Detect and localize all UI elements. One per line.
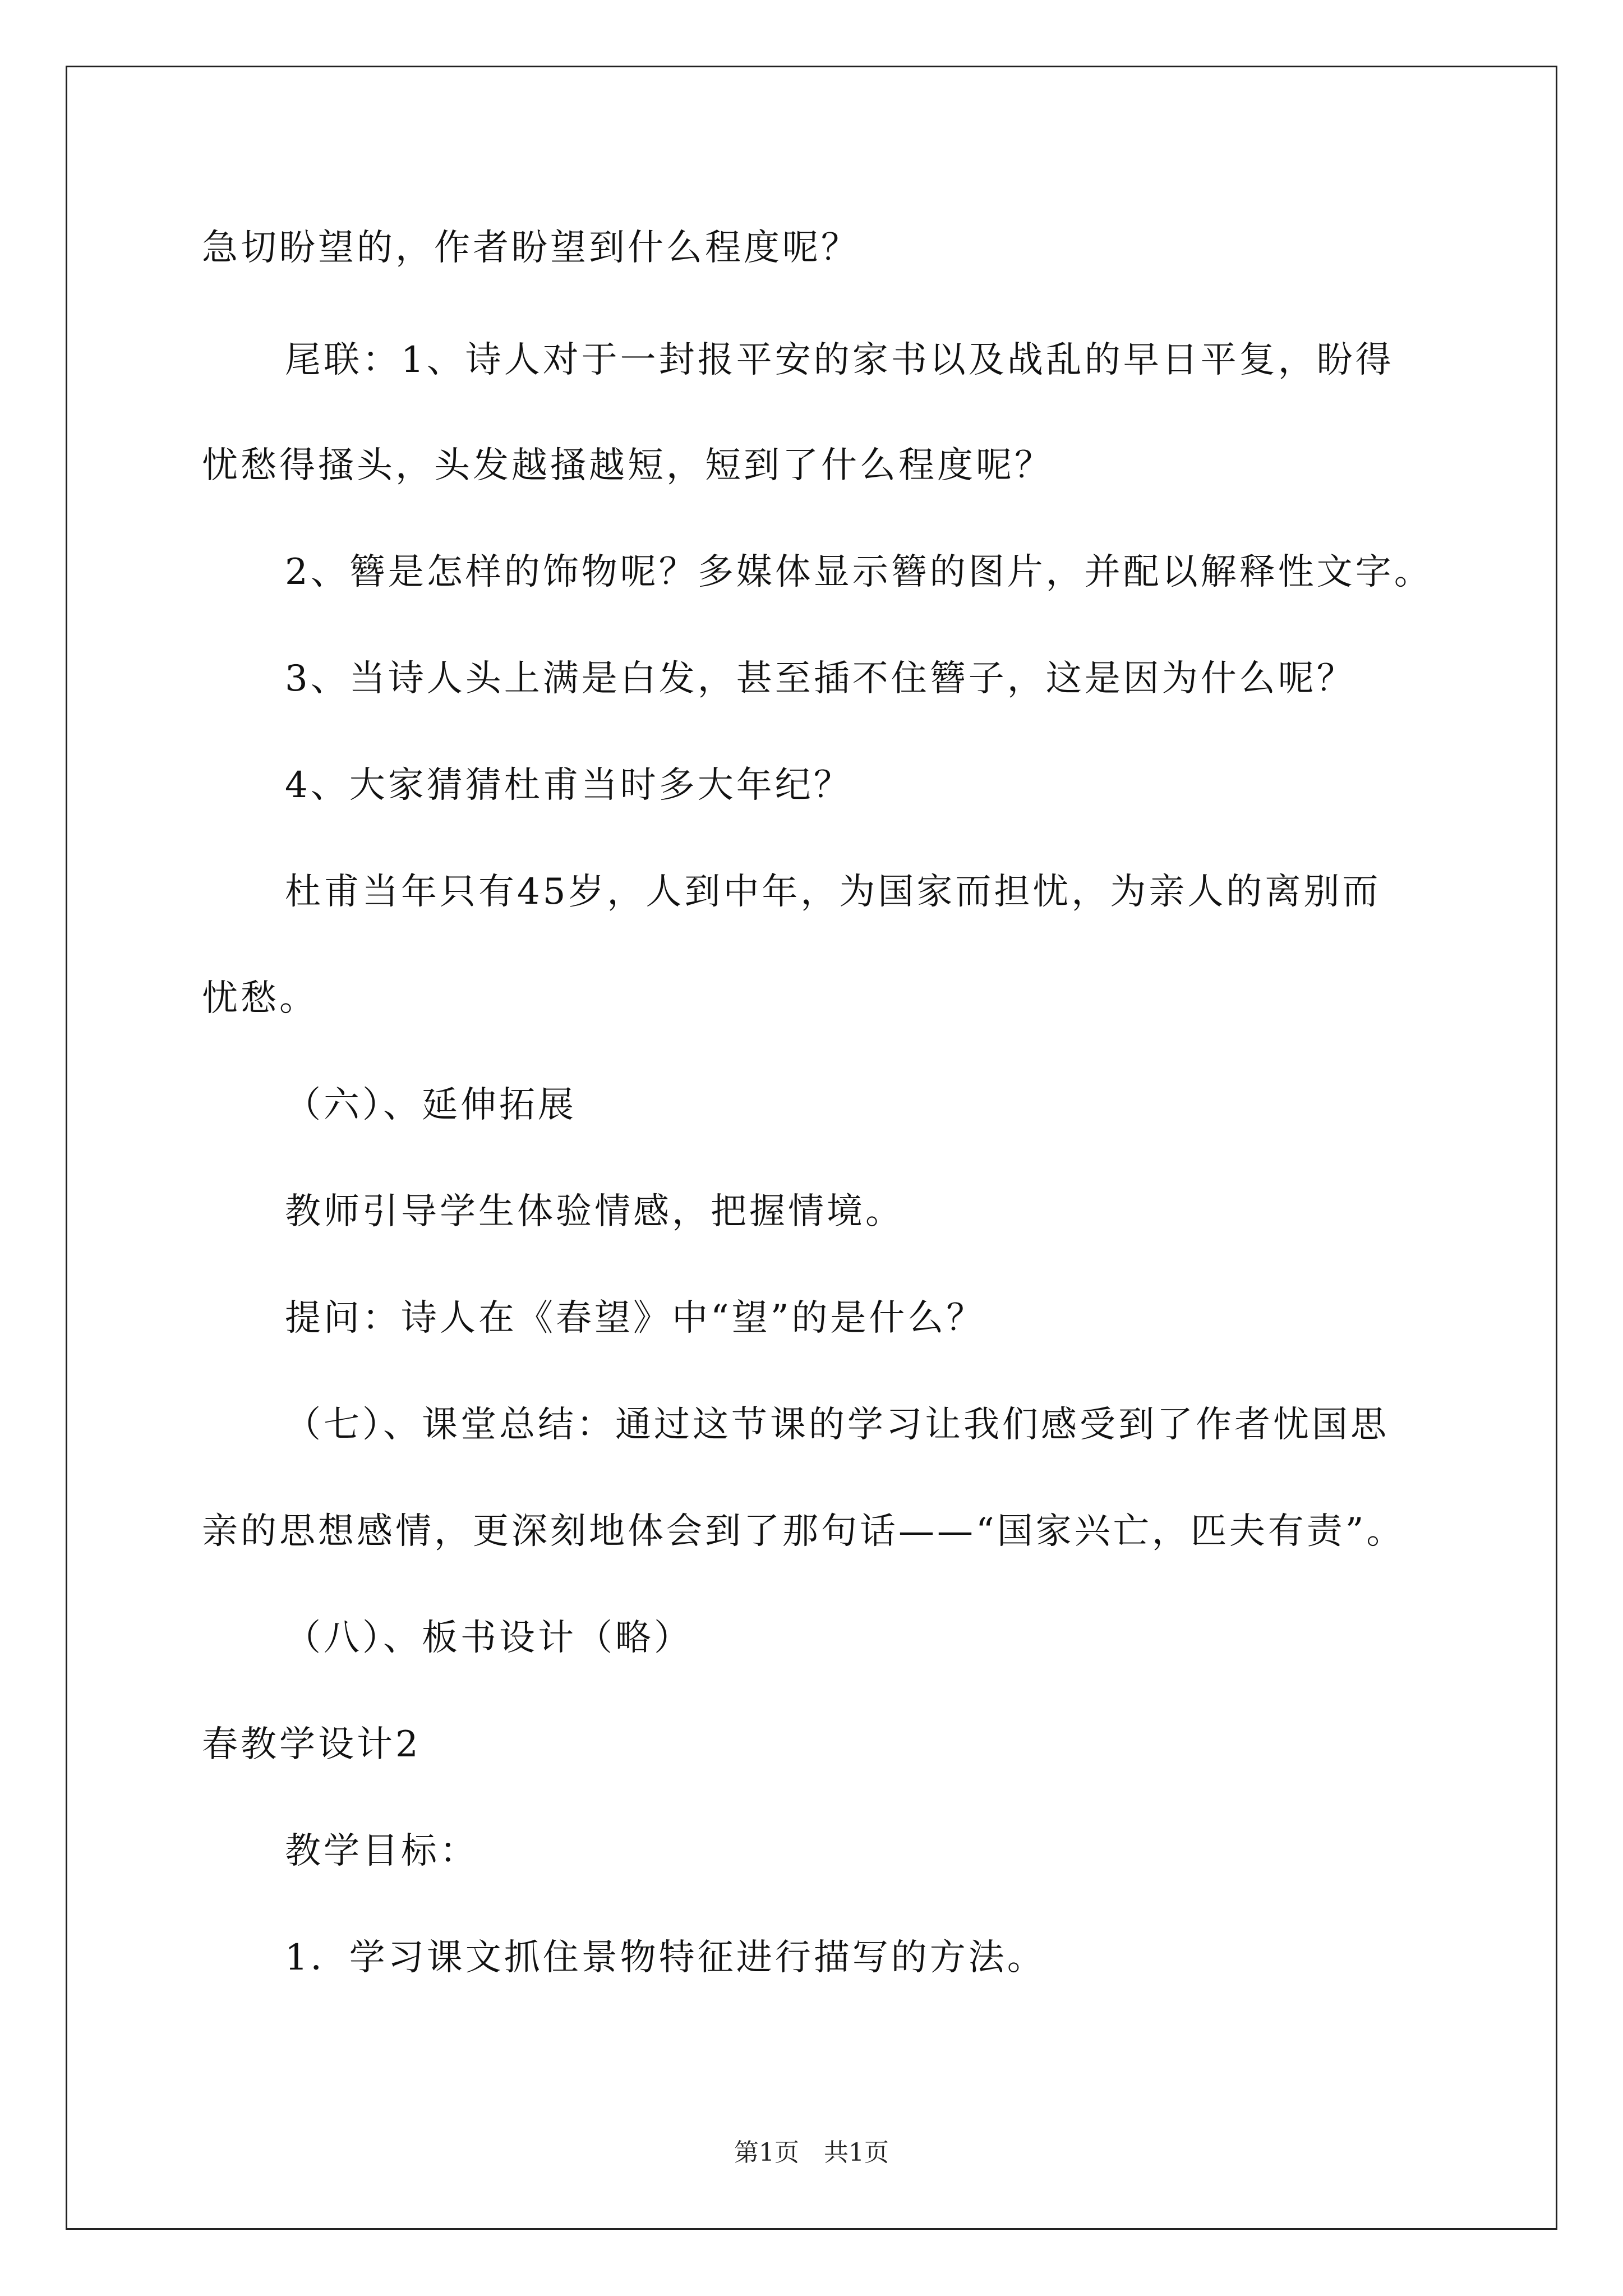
text-line-4: 2、簪是怎样的饰物呢？多媒体显示簪的图片，并配以解释性文字。 <box>285 551 1433 593</box>
page-footer: 第1页 共1页 <box>734 2138 889 2167</box>
text-line-5: 3、当诗人头上满是白发，甚至插不住簪子，这是因为什么呢？ <box>285 658 1355 700</box>
text-line-13: 亲的思想感情，更深刻地体会到了那句话——“国家兴亡，匹夫有责”。 <box>202 1511 1405 1552</box>
text-line-17: 1．学习课文抓住景物特征进行描写的方法。 <box>285 1937 1046 1978</box>
text-line-10: 教师引导学生体验情感，把握情境。 <box>285 1191 904 1232</box>
text-line-6: 4、大家猜猜杜甫当时多大年纪？ <box>285 765 852 806</box>
page-border <box>66 66 1557 2230</box>
text-line-1: 急切盼望的，作者盼望到什么程度呢？ <box>202 227 860 269</box>
section-heading-7: （七）、课堂总结：通过这节课的学习让我们感受到了作者忧国思 <box>285 1404 1389 1446</box>
document-subtitle: 春教学设计2 <box>202 1724 421 1765</box>
text-line-7: 杜甫当年只有45岁，人到中年，为国家而担忧，为亲人的离别而 <box>285 871 1381 913</box>
text-line-8: 忧愁。 <box>202 978 318 1019</box>
text-line-11: 提问：诗人在《春望》中“望”的是什么？ <box>285 1297 985 1339</box>
text-line-2: 尾联：1、诗人对于一封报平安的家书以及战乱的早日平复，盼得 <box>285 339 1394 381</box>
section-heading-8: （八）、板书设计（略） <box>285 1617 693 1659</box>
text-line-3: 忧愁得搔头，头发越搔越短，短到了什么程度呢？ <box>202 445 1053 486</box>
section-heading-6: （六）、延伸拓展 <box>285 1084 577 1126</box>
text-line-16: 教学目标： <box>285 1830 478 1872</box>
